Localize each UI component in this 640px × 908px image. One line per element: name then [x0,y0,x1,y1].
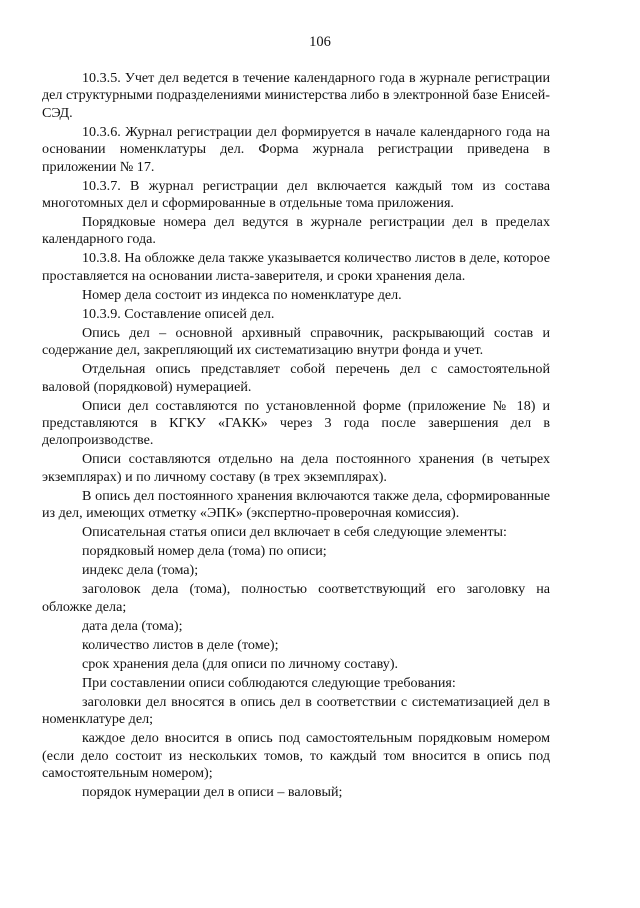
paragraph: Номер дела состоит из индекса по номенклатуре дел. [82,286,402,303]
list-item: срок хранения дела (для описи по личному составу). [82,655,399,672]
list-item: индекс дела (тома); [82,562,199,579]
list-item: дата дела (тома); [82,617,183,634]
paragraph: Отдельная опись представляет собой перечень дел с самостоятельной валовой (порядковой) нумерацией. [42,361,550,395]
paragraph: Описи составляются отдельно на дела постоянного хранения (в четырех экземплярах) и по личному составу (в трех экземплярах). [42,451,550,485]
paragraph: Порядковые номера дел ведутся в журнале регистрации дел в пределах календарного года. [42,214,550,248]
paragraph: Опись дел – основной архивный справочник, раскрывающий состав и содержание дел, закрепляющий их систематизацию внутри фонда и учет. [42,324,550,359]
list-item: каждое дело вносится в опись под самостоятельным порядковым номером (если дело состоит из нескольких томов, то каждый том вносится в опись под самостоятельным номером); [42,730,550,781]
paragraph: 10.3.7. В журнал регистрации дел включается каждый том из состава многотомных дел и сформированные в отдельные тома приложения. [42,177,550,212]
list-item: заголовок дела (тома), полностью соответствующий его заголовку на обложке дела; [42,581,550,615]
document-body [42,70,550,801]
paragraph: 10.3.6. Журнал регистрации дел формируется в начале календарного года на основании номенклатуры дел. Форма журнала регистрации приведена в приложении № 17. [42,123,550,175]
paragraph: 10.3.5. Учет дел ведется в течение календарного года в журнале регистрации дел структурными подразделениями министерства либо в электронной базе Енисей-СЭД. [42,70,550,121]
paragraph: При составлении описи соблюдаются следующие требования: [82,674,456,691]
paragraph: В опись дел постоянного хранения включаются также дела, сформированные из дел, имеющих отметку «ЭПК» (экспертно-проверочная комиссия). [42,487,550,522]
list-item: порядок нумерации дел в описи – валовый; [82,783,343,800]
paragraph: 10.3.9. Составление описей дел. [82,305,275,322]
list-item: количество листов в деле (томе); [82,636,279,653]
paragraph: Описи дел составляются по установленной форме (приложение № 18) и представляются в КГКУ «ГАКК» через 3 года после завершения дел в делопроизводстве. [42,397,550,449]
paragraph: Описательная статья описи дел включает в себя следующие элементы: [82,524,507,541]
list-item: заголовки дел вносятся в опись дел в соответствии с систематизацией дел в номенклатуре дел; [42,693,550,728]
list-item: порядковый номер дела (тома) по описи; [82,543,327,560]
page-number: 106 [309,34,331,50]
paragraph: 10.3.8. На обложке дела также указывается количество листов в деле, которое проставляется на основании листа-заверителя, и сроки хранения дела. [42,250,550,284]
